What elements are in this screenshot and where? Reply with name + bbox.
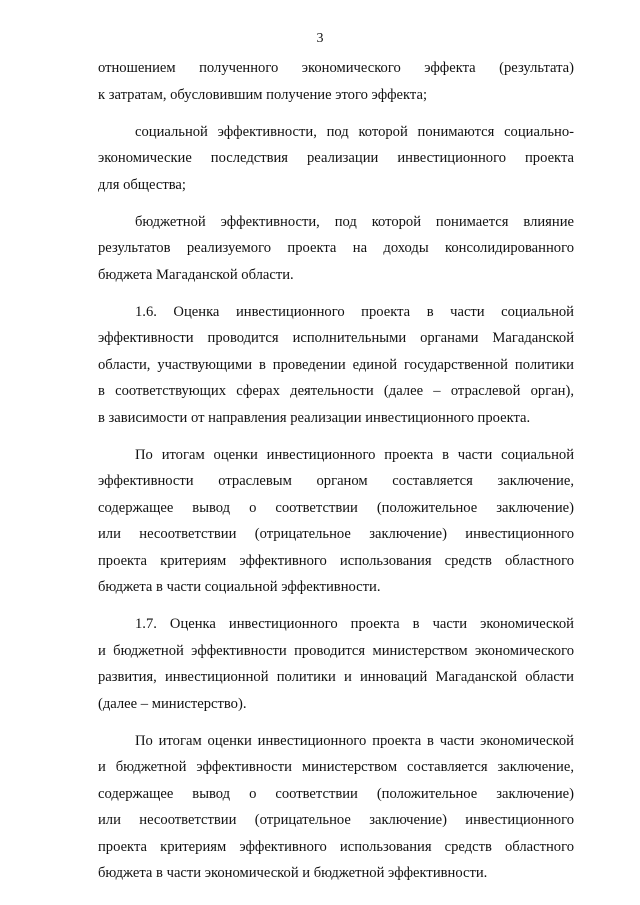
text-line: содержащее вывод о соответствии (положительное заключение) [98, 499, 574, 516]
text-line: бюджета в части социальной эффективности. [98, 579, 381, 595]
text-line: бюджета в части экономической и бюджетной эффективности. [98, 865, 488, 881]
text-line: эффективности отраслевым органом составляется заключение, [98, 473, 574, 489]
text-line: социальной эффективности, под которой понимаются социально- [135, 123, 574, 140]
text-line: к затратам, обусловившим получение этого эффекта; [98, 86, 427, 103]
text-line: (далее – министерство). [98, 695, 247, 712]
text-line: для общества; [98, 176, 186, 193]
text-line: проекта критериям эффективного использования средств областного [98, 838, 574, 855]
page-number: 3 [316, 31, 324, 46]
paragraph [98, 209, 574, 289]
text-line: 1.7. Оценка инвестиционного проекта в части экономической [135, 616, 574, 632]
text-line: бюджета Магаданской области. [98, 266, 294, 283]
text-line: проекта критериям эффективного использования средств областного [98, 552, 574, 569]
text-line: экономические последствия реализации инвестиционного проекта [98, 150, 574, 166]
paragraph [98, 299, 574, 432]
text-line: содержащее вывод о соответствии (положительное заключение) [98, 785, 574, 802]
paragraph [98, 728, 574, 887]
text-line: или несоответствии (отрицательное заключение) инвестиционного [98, 526, 574, 542]
text-line: или несоответствии (отрицательное заключение) инвестиционного [98, 812, 574, 828]
text-line: По итогам оценки инвестиционного проекта в части социальной [135, 446, 574, 463]
text-line: По итогам оценки инвестиционного проекта в части экономической [135, 732, 574, 749]
text-line: результатов реализуемого проекта на доходы консолидированного [98, 240, 574, 256]
text-line: в зависимости от направления реализации инвестиционного проекта. [98, 409, 531, 426]
text-line: и бюджетной эффективности проводится министерством экономического [98, 642, 574, 659]
text-line: эффективности проводится исполнительными органами Магаданской [98, 330, 574, 346]
text-line: области, участвующими в проведении единой государственной политики [98, 356, 574, 373]
paragraph [98, 119, 574, 199]
paragraph [98, 611, 574, 717]
text-line: бюджетной эффективности, под которой понимается влияние [135, 213, 574, 230]
paragraph [98, 55, 574, 108]
document-body [98, 55, 574, 887]
text-line: в соответствующих сферах деятельности (далее – отраслевой орган), [98, 383, 574, 399]
paragraph [98, 442, 574, 601]
text-line: отношением полученного экономического эффекта (результата) [98, 60, 574, 76]
text-line: и бюджетной эффективности министерством составляется заключение, [98, 759, 574, 775]
text-line: 1.6. Оценка инвестиционного проекта в части социальной [135, 303, 574, 320]
text-line: развития, инвестиционной политики и инноваций Магаданской области [98, 669, 574, 685]
